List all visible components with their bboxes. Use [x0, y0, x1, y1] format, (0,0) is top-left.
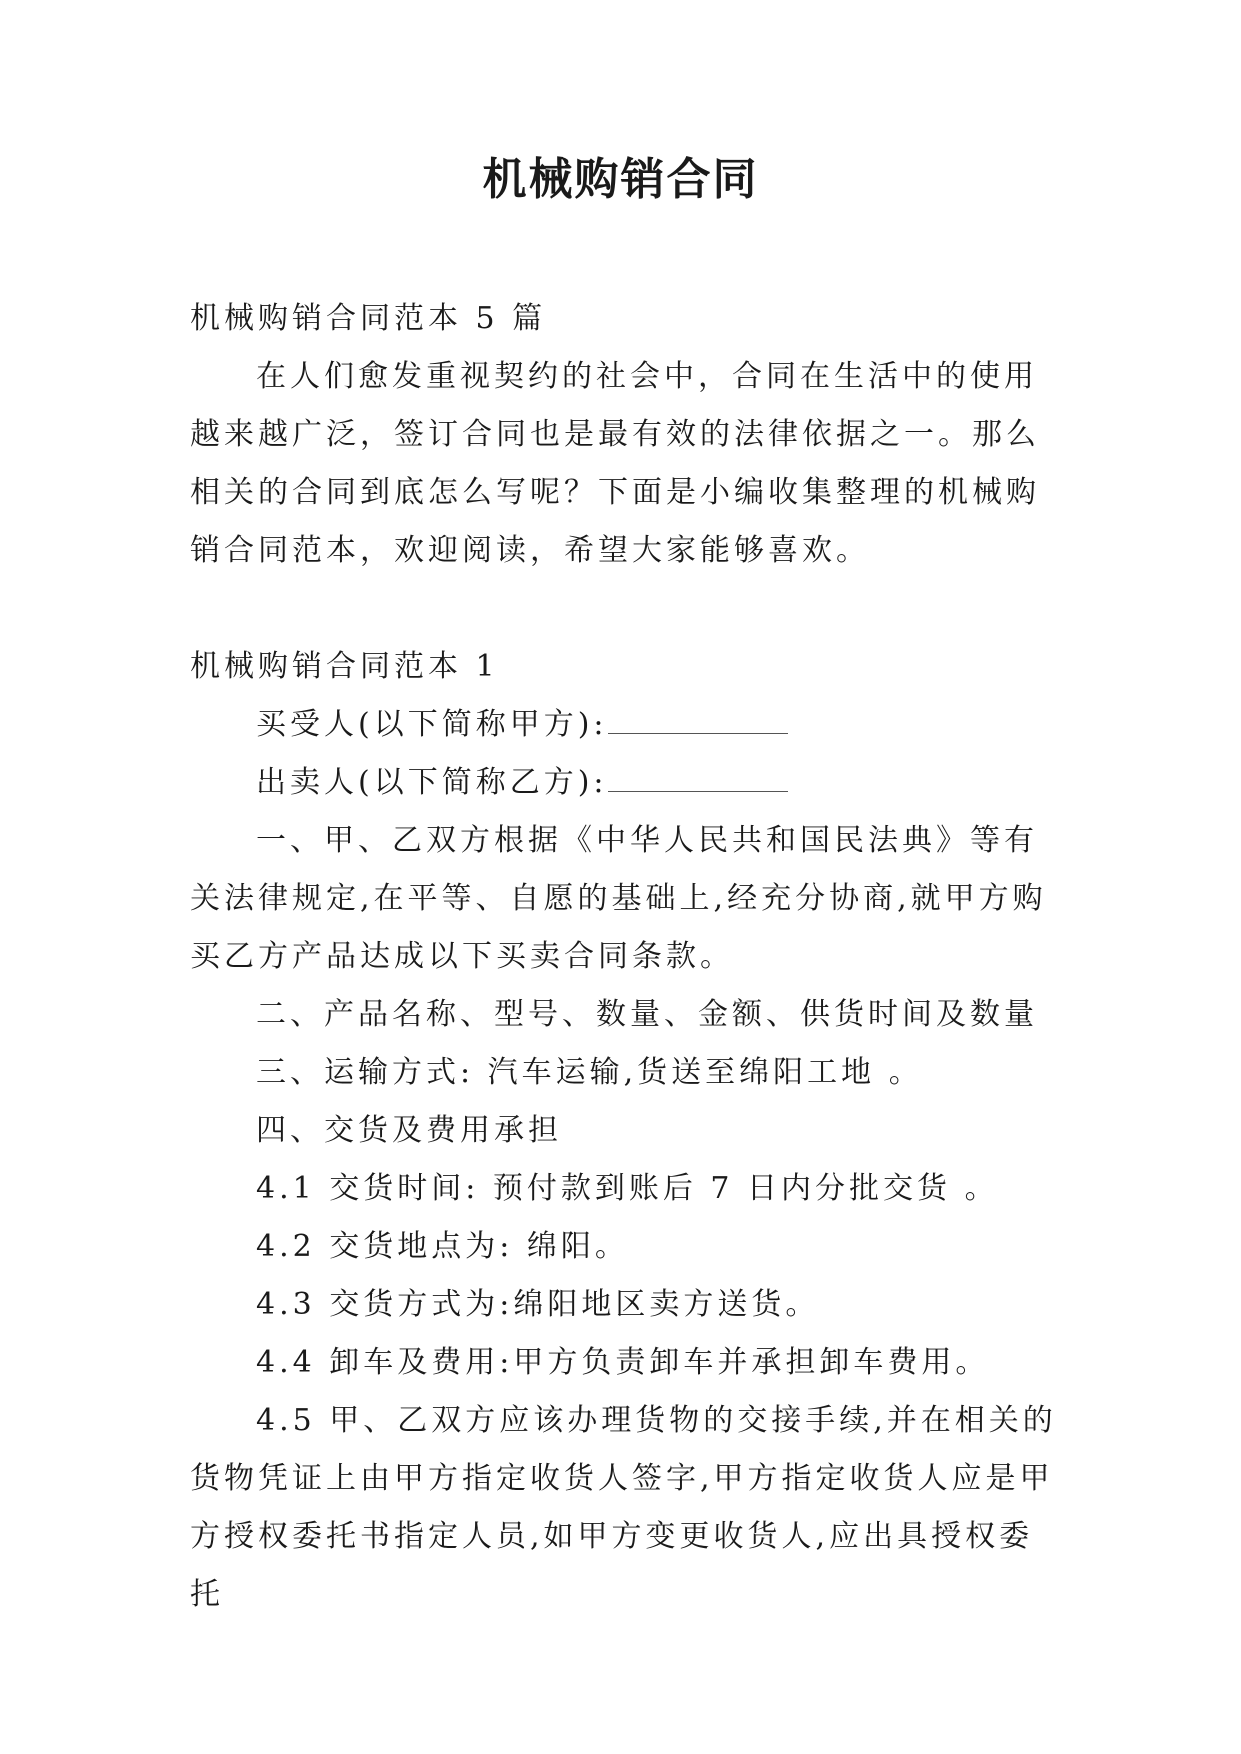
seller-label: 出卖人(以下简称乙方): [256, 765, 608, 800]
clause-2: 二、产品名称、型号、数量、金额、供货时间及数量 [256, 997, 1038, 1032]
clause-4-3: 4.3 交货方式为:绵阳地区卖方送货。 [256, 1287, 820, 1322]
intro-paragraph: 在人们愈发重视契约的社会中，合同在生活中的使用越来越广泛，签订合同也是最有效的法律依据之一。那么相关的合同到底怎么写呢？下面是小编收集整理的机械购销合同范本，欢迎阅读，希望大家能够喜欢。 [190, 359, 1040, 568]
clause-4-1: 4.1 交货时间: 预付款到账后 7 日内分批交货 。 [256, 1171, 999, 1206]
clause-4: 四、交货及费用承担 [256, 1113, 562, 1148]
document-subtitle: 机械购销合同范本 5 篇 [190, 301, 547, 336]
document-title: 机械购销合同 [482, 154, 759, 205]
clause-4-4: 4.4 卸车及费用:甲方负责卸车并承担卸车费用。 [256, 1345, 990, 1380]
clause-4-5: 4.5 甲、乙双方应该办理货物的交接手续,并在相关的货物凭证上由甲方指定收货人签字,甲方指定收货人应是甲方授权委托书指定人员,如甲方变更收货人,应出具授权委托 [190, 1403, 1057, 1612]
clause-3: 三、运输方式: 汽车运输,货送至绵阳工地 。 [256, 1055, 923, 1090]
paragraph-gap [190, 580, 1060, 638]
buyer-label: 买受人(以下简称甲方): [256, 707, 608, 742]
section-heading: 机械购销合同范本 1 [190, 649, 499, 684]
clause-4-2: 4.2 交货地点为: 绵阳。 [256, 1229, 629, 1264]
clause-1: 一、甲、乙双方根据《中华人民共和国民法典》等有关法律规定,在平等、自愿的基础上,经充分协商,就甲方购买乙方产品达成以下买卖合同条款。 [190, 823, 1047, 974]
document-body [190, 290, 1060, 1624]
buyer-line [190, 696, 1060, 754]
seller-blank [608, 765, 788, 792]
seller-line [190, 754, 1060, 812]
buyer-blank [608, 707, 788, 734]
